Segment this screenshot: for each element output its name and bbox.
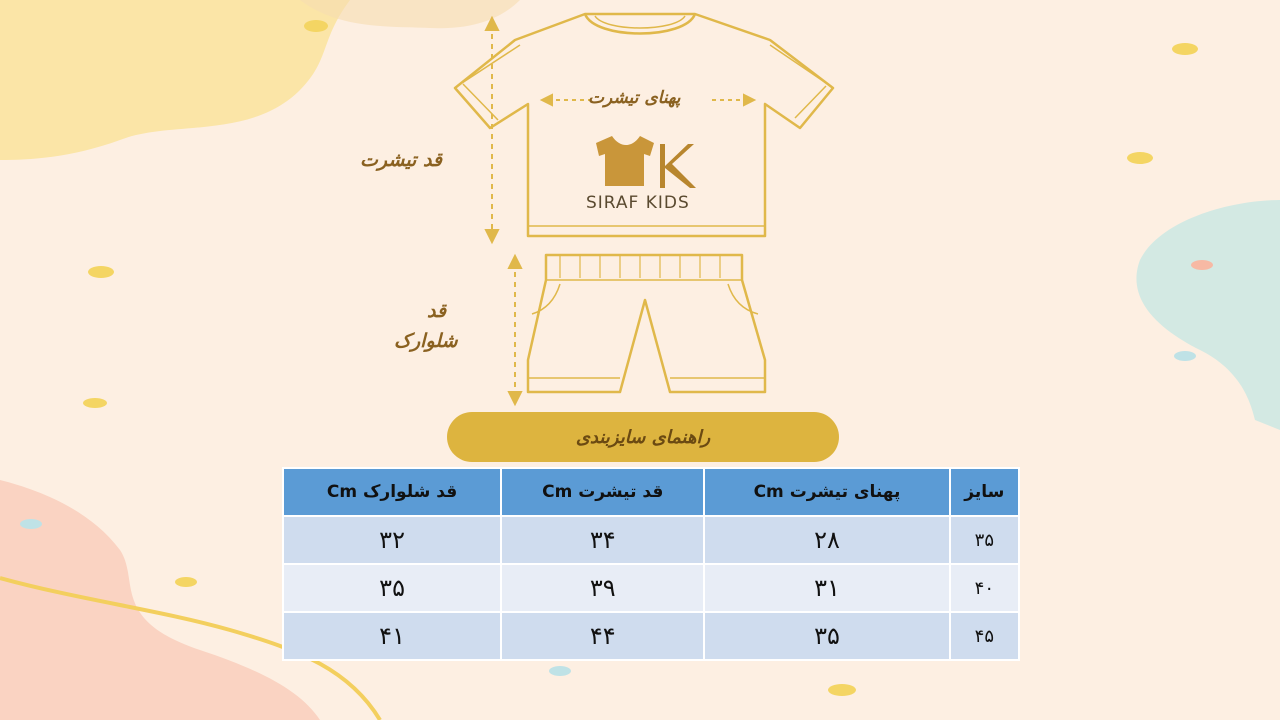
size-guide-banner (447, 412, 839, 462)
shirt-width-label: پهنای تیشرت (588, 88, 681, 108)
header-shirt-length: قد تیشرت Cm (501, 468, 704, 516)
cell-size: ۳۵ (950, 516, 1019, 564)
header-shirt-width: پهنای تیشرت Cm (704, 468, 949, 516)
cell-pants-length: ۳۵ (283, 564, 501, 612)
cell-pants-length: ۴۱ (283, 612, 501, 660)
cell-shirt-width: ۲۸ (704, 516, 949, 564)
table-row (283, 612, 1019, 660)
cell-pants-length: ۳۲ (283, 516, 501, 564)
table-row (283, 516, 1019, 564)
shirt-length-label: قد تیشرت (360, 149, 443, 171)
brand-name: SIRAF KIDS (586, 193, 690, 213)
cell-shirt-length: ۴۴ (501, 612, 704, 660)
pants-length-label-line2: شلوارک (394, 330, 458, 352)
header-size: سایز (950, 468, 1019, 516)
header-pants-length: قد شلوارک Cm (283, 468, 501, 516)
cell-size: ۴۰ (950, 564, 1019, 612)
size-guide-title: راهنمای سایزبندی (575, 426, 711, 448)
cell-shirt-width: ۳۵ (704, 612, 949, 660)
cell-shirt-length: ۳۴ (501, 516, 704, 564)
size-table (282, 467, 1020, 661)
cell-size: ۴۵ (950, 612, 1019, 660)
cell-shirt-width: ۳۱ (704, 564, 949, 612)
cell-shirt-length: ۳۹ (501, 564, 704, 612)
table-header-row (283, 468, 1019, 516)
table-row (283, 564, 1019, 612)
pants-length-label-line1: قد (427, 300, 447, 322)
